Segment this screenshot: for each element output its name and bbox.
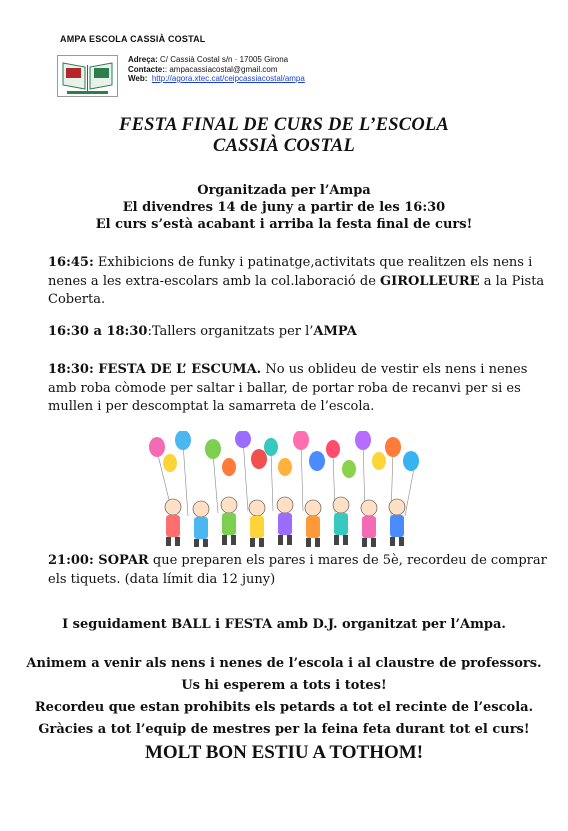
- schedule-item-1645: 16:45: Exhibicions de funky i patinatge,activitats que realitzen els nens i nenes a les extra-escolars amb la col.laboració de GIROLLEURE a la Pista Coberta.: [48, 255, 545, 307]
- intro-line3: El curs s’està acabant i arriba la festa final de curs!: [95, 217, 473, 232]
- closing-line1: Animem a venir als nens i nenes de l’escola i al claustre de professors.: [26, 656, 542, 671]
- schedule-item-1830: 18:30: FESTA DE L’ ESCUMA. No us oblideu de vestir els nens i nenes amb roba còmode per saltar i ballar, de portar roba de recanvi per si es mullen i per descomptat la samarreta de l’escola.: [48, 362, 528, 414]
- contact-block: Adreça: C/ Cassià Costal s/n · 17005 Girona Contacte:: ampacassiacostal@gmail.com Web: http://agora.xtec.cat/ceipcassiacostal/ampa: [128, 55, 305, 83]
- intro-line2: El divendres 14 de juny a partir de les 16:30: [122, 200, 446, 215]
- page-title-line1: FESTA FINAL DE CURS DE L’ESCOLA: [119, 115, 449, 135]
- page-title-line2: CASSIÀ COSTAL: [213, 136, 355, 156]
- school-logo: [57, 55, 118, 97]
- org-name: AMPA ESCOLA CASSIÀ COSTAL: [60, 34, 206, 44]
- ball-line: I seguidament BALL i FESTA amb D.J. organitzat per l’Ampa.: [62, 617, 506, 632]
- schedule-item-1630: 16:30 a 18:30:Tallers organitzats per l’AMPA: [48, 324, 357, 339]
- closing-line3: Recordeu que estan prohibits els petards a tot el recinte de l’escola.: [34, 700, 534, 715]
- schedule-item-2100: 21:00: SOPAR que preparen els pares i mares de 5è, recordeu de comprar els tiquets. (data límit dia 12 juny): [48, 553, 547, 587]
- intro-line1: Organitzada per l’Ampa: [197, 183, 371, 198]
- closing-greeting: MOLT BON ESTIU A TOTHOM!: [144, 742, 424, 763]
- kids-balloons-illustration: [143, 431, 425, 549]
- web-link[interactable]: http://agora.xtec.cat/ceipcassiacostal/ampa: [151, 74, 305, 83]
- closing-line4: Gràcies a tot l’equip de mestres per la feina feta durant tot el curs!: [38, 722, 530, 737]
- closing-line2: Us hi esperem a tots i totes!: [181, 678, 387, 693]
